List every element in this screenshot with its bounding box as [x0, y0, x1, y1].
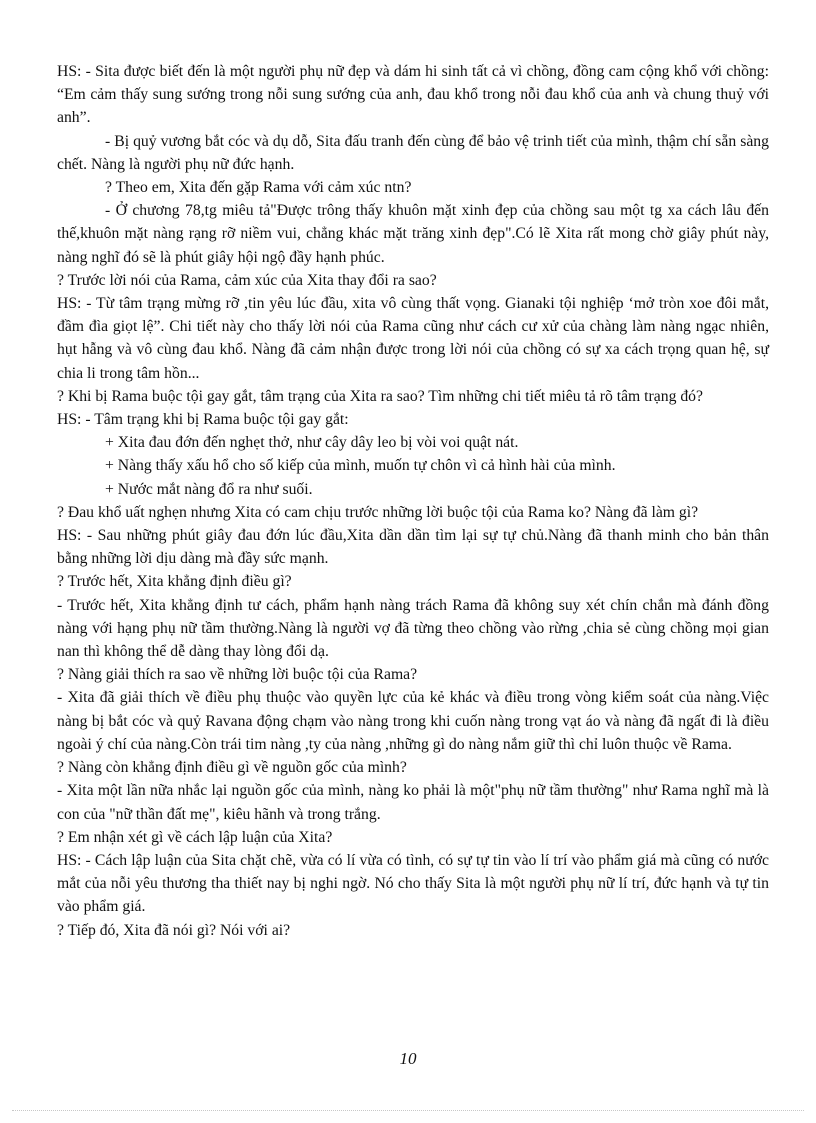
paragraph: - Xita một lần nữa nhắc lại nguồn gốc của mình, nàng ko phải là một"phụ nữ tầm thường" như Rama nghĩ mà là con của "nữ thần đất mẹ", kiêu hãnh và trong trắng.	[57, 782, 769, 823]
page-bottom-divider	[12, 1110, 804, 1111]
paragraph: HS: - Cách lập luận của Sita chặt chẽ, vừa có lí vừa có tình, có sự tự tin vào lí trí vào phẩm giá mà cũng có nước mắt của nỗi yêu thương tha thiết nay bị nghi ngờ. Nó cho thấy Sita là một người phụ nữ lí trí, đức hạnh và tự tin vào phẩm giá.	[57, 851, 769, 916]
paragraph: ? Đau khổ uất nghẹn nhưng Xita có cam chịu trước những lời buộc tội của Rama ko? Nàng đã làm gì?	[57, 503, 699, 521]
paragraph: + Nước mắt nàng đổ ra như suối.	[105, 480, 313, 498]
paragraph: HS: - Sita được biết đến là một người phụ nữ đẹp và dám hi sinh tất cả vì chồng, đồng cam cộng khổ với chồng: “Em cảm thấy sung sướng trong nỗi sung sướng của anh, đau khổ trong nỗi đau khổ của anh và chung thuỷ với anh”.	[57, 63, 769, 127]
paragraph: HS: - Tâm trạng khi bị Rama buộc tội gay gắt:	[57, 411, 349, 429]
paragraph: + Xita đau đớn đến nghẹt thở, như cây dây leo bị vòi voi quật nát.	[105, 434, 519, 452]
paragraph: ? Tiếp đó, Xita đã nói gì? Nói với ai?	[57, 921, 291, 939]
paragraph: ? Trước hết, Xita khẳng định điều gì?	[57, 573, 292, 591]
paragraph: - Trước hết, Xita khẳng định tư cách, phẩm hạnh nàng trách Rama đã không suy xét chín chắn mà đánh đồng nàng với hạng phụ nữ tầm thường.Nàng là người vợ đã từng theo chồng vào rừng ,chia sẻ cùng chồng mọi gian nan thì không thể dễ dàng thay lòng đổi dạ.	[57, 596, 769, 661]
paragraph: + Nàng thấy xấu hổ cho số kiếp của mình, muốn tự chôn vì cả hình hài của mình.	[105, 457, 616, 475]
paragraph: - Ở chương 78,tg miêu tả"Được trông thấy khuôn mặt xinh đẹp của chồng sau một tg xa cách lâu đến thế,khuôn mặt nàng rạng rỡ niềm vui, chẳng khác mặt trăng xinh đẹp".Có lẽ Xita rất mong chờ giây phút này, nàng nghĩ đó sẽ là phút giây hội ngộ đầy hạnh phúc.	[57, 202, 769, 266]
paragraph: HS: - Từ tâm trạng mừng rỡ ,tin yêu lúc đầu, xita vô cùng thất vọng. Gianaki tội nghiệp ‘mở tròn xoe đôi mắt, đầm đìa giọt lệ”. Chi tiết này cho thấy lời nói của Rama cũng như cách cư xử của chàng làm nàng ngạc nhiên, hụt hẫng và vô cùng đau khổ. Nàng đã cảm nhận được trong lời nói của chồng có sự xa cách trọng quan hệ, sự chia li trong tâm hồn...	[57, 295, 769, 382]
paragraph: - Bị quỷ vương bắt cóc và dụ dỗ, Sita đấu tranh đến cùng để bảo vệ trinh tiết của mình, thậm chí sẵn sàng chết. Nàng là người phụ nữ đức hạnh.	[57, 132, 769, 173]
page-number: 10	[399, 1049, 417, 1068]
document-body	[57, 60, 769, 942]
paragraph: ? Theo em, Xita đến gặp Rama với cảm xúc ntn?	[105, 179, 412, 197]
paragraph: ? Trước lời nói của Rama, cảm xúc của Xita thay đổi ra sao?	[57, 271, 437, 289]
paragraph: ? Nàng giải thích ra sao về những lời buộc tội của Rama?	[57, 666, 418, 684]
paragraph: HS: - Sau những phút giây đau đớn lúc đầu,Xita dần dần tìm lại sự tự chủ.Nàng đã thanh minh cho bản thân bằng những lời dịu dàng mà đầy sức mạnh.	[57, 527, 769, 568]
paragraph: ? Nàng còn khẳng định điều gì về nguồn gốc của mình?	[57, 759, 407, 777]
paragraph: - Xita đã giải thích về điều phụ thuộc vào quyền lực của kẻ khác và điều trong vòng kiểm soát của nàng.Việc nàng bị bắt cóc và quỷ Ravana động chạm vào nàng trong khi cuốn nàng trong vạt áo và nàng đã ngất đi là điều ngoài ý chí của nàng.Còn trái tim nàng ,ty của nàng ,những gì do nàng nắm giữ thì chỉ luôn thuộc về Rama.	[57, 689, 769, 753]
paragraph: ? Khi bị Rama buộc tội gay gắt, tâm trạng của Xita ra sao? Tìm những chi tiết miêu tả rõ tâm trạng đó?	[57, 387, 703, 405]
paragraph: ? Em nhận xét gì về cách lập luận của Xita?	[57, 828, 333, 846]
